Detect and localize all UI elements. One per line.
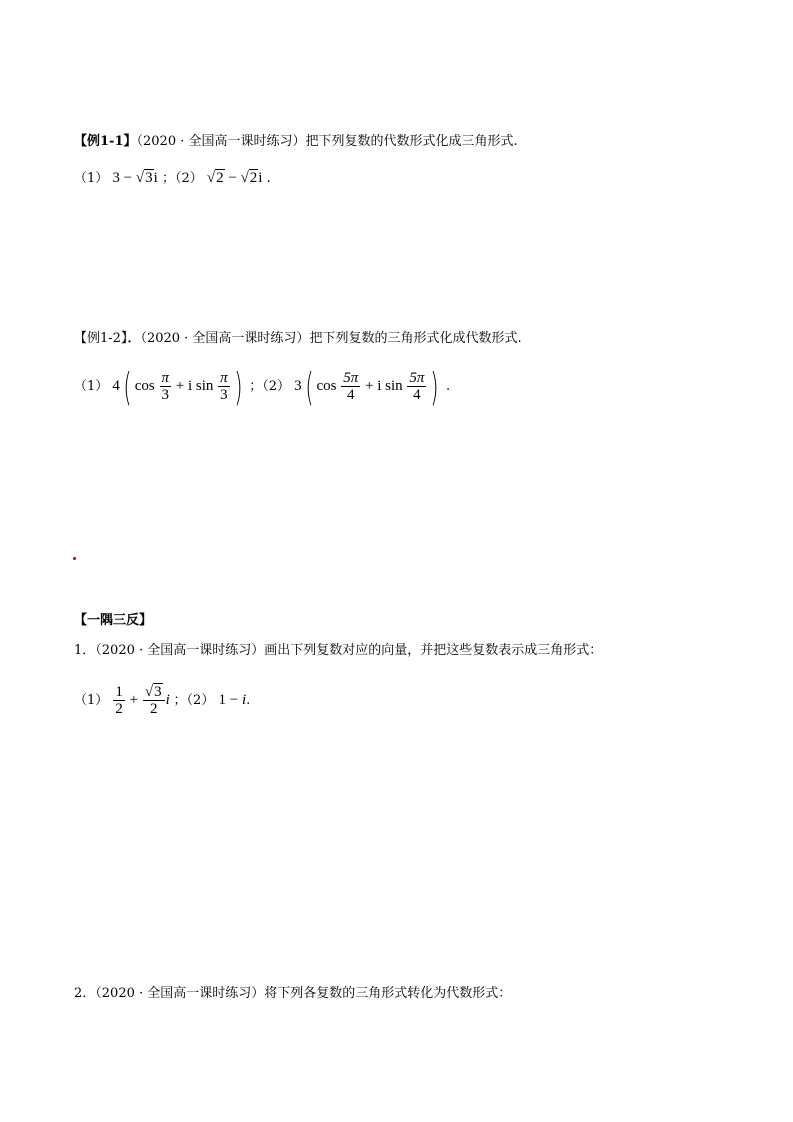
formula-text: − xyxy=(224,170,241,186)
left-paren: ( xyxy=(123,364,132,409)
plus: + xyxy=(125,692,142,708)
dot: ． xyxy=(127,331,141,346)
radicand: 3 xyxy=(154,684,162,701)
radicand: 2 xyxy=(249,170,258,186)
formula-1 xyxy=(112,364,249,409)
source: （2020 · 全国高一课时练习） xyxy=(140,331,310,346)
formula-text: 1 − xyxy=(218,692,242,708)
cos-text: cos xyxy=(134,378,155,394)
formula-text: i xyxy=(153,170,158,186)
period: . xyxy=(246,693,251,708)
right-paren: ) xyxy=(430,364,439,409)
section-title: 【一隅三反】 xyxy=(74,613,153,628)
coefficient: 3 xyxy=(294,378,302,394)
question-number: 1． xyxy=(74,643,96,658)
question-number: 2． xyxy=(74,986,96,1001)
numerator: 1 xyxy=(115,684,123,701)
formula-1 xyxy=(112,684,173,718)
formula-text: + i sin xyxy=(361,378,403,394)
fraction xyxy=(341,370,360,403)
item-label: （1） xyxy=(74,379,109,394)
separator: ；（2） xyxy=(173,693,215,708)
question-1-title xyxy=(74,642,602,660)
red-dot-mark xyxy=(73,557,76,560)
example-1-1-items xyxy=(74,169,271,188)
denominator: 2 xyxy=(115,701,123,718)
item-label: （1） xyxy=(74,171,109,186)
question-2-title xyxy=(74,985,511,1003)
numerator: π xyxy=(220,370,228,387)
fraction xyxy=(113,684,125,717)
source: （2020 · 全国高一课时练习） xyxy=(136,134,306,149)
question-text: 把下列复数的三角形式化成代数形式. xyxy=(309,331,522,346)
separator: ；（2） xyxy=(249,379,291,394)
question-text: 把下列复数的代数形式化成三角形式. xyxy=(305,134,518,149)
formula-text: + i sin xyxy=(172,378,214,394)
formula-2 xyxy=(294,364,446,409)
item-label: （1） xyxy=(74,693,109,708)
example-1-2-items xyxy=(74,366,450,407)
right-paren: ) xyxy=(234,364,243,409)
coefficient: 4 xyxy=(112,378,120,394)
radicand: 3 xyxy=(145,170,153,186)
period: . xyxy=(262,171,271,186)
separator: ；（2） xyxy=(161,171,203,186)
fraction xyxy=(407,370,426,403)
numerator: π xyxy=(161,370,170,387)
denominator: 3 xyxy=(161,387,169,404)
formula-2 xyxy=(218,692,246,708)
period: . xyxy=(446,379,451,394)
fraction xyxy=(218,370,230,403)
example-1-1-title xyxy=(74,133,518,151)
numerator: 5π xyxy=(343,370,359,387)
example-tag: 【例1-1】 xyxy=(74,134,137,149)
formula-text: i xyxy=(258,170,263,186)
numerator: √3 xyxy=(143,684,165,701)
formula-text: 3 − xyxy=(112,170,136,186)
question-text: 将下列各复数的三角形式转化为代数形式： xyxy=(264,986,512,1001)
denominator: 4 xyxy=(347,387,355,404)
cos-text: cos xyxy=(316,378,337,394)
example-1-2-title xyxy=(74,330,522,348)
denominator: 2 xyxy=(150,701,158,718)
example-tag: 【例1-2】 xyxy=(74,331,128,346)
denominator: 3 xyxy=(220,387,228,404)
fraction xyxy=(143,684,165,717)
formula-1: 3 − √3i xyxy=(112,170,158,186)
imaginary-unit: i xyxy=(241,692,247,708)
question-text: 画出下列复数对应的向量，并把这些复数表示成三角形式： xyxy=(264,643,603,658)
formula-2: √2 − √2i xyxy=(206,170,263,186)
denominator: 4 xyxy=(413,387,421,404)
question-1-items xyxy=(74,680,250,721)
numerator: 5π xyxy=(409,370,425,387)
imaginary-unit: i xyxy=(165,692,170,708)
source: （2020 · 全国高一课时练习） xyxy=(95,986,265,1001)
left-paren: ( xyxy=(305,364,314,409)
source: （2020 · 全国高一课时练习） xyxy=(95,643,265,658)
radicand: 2 xyxy=(216,170,224,186)
fraction xyxy=(160,370,172,403)
